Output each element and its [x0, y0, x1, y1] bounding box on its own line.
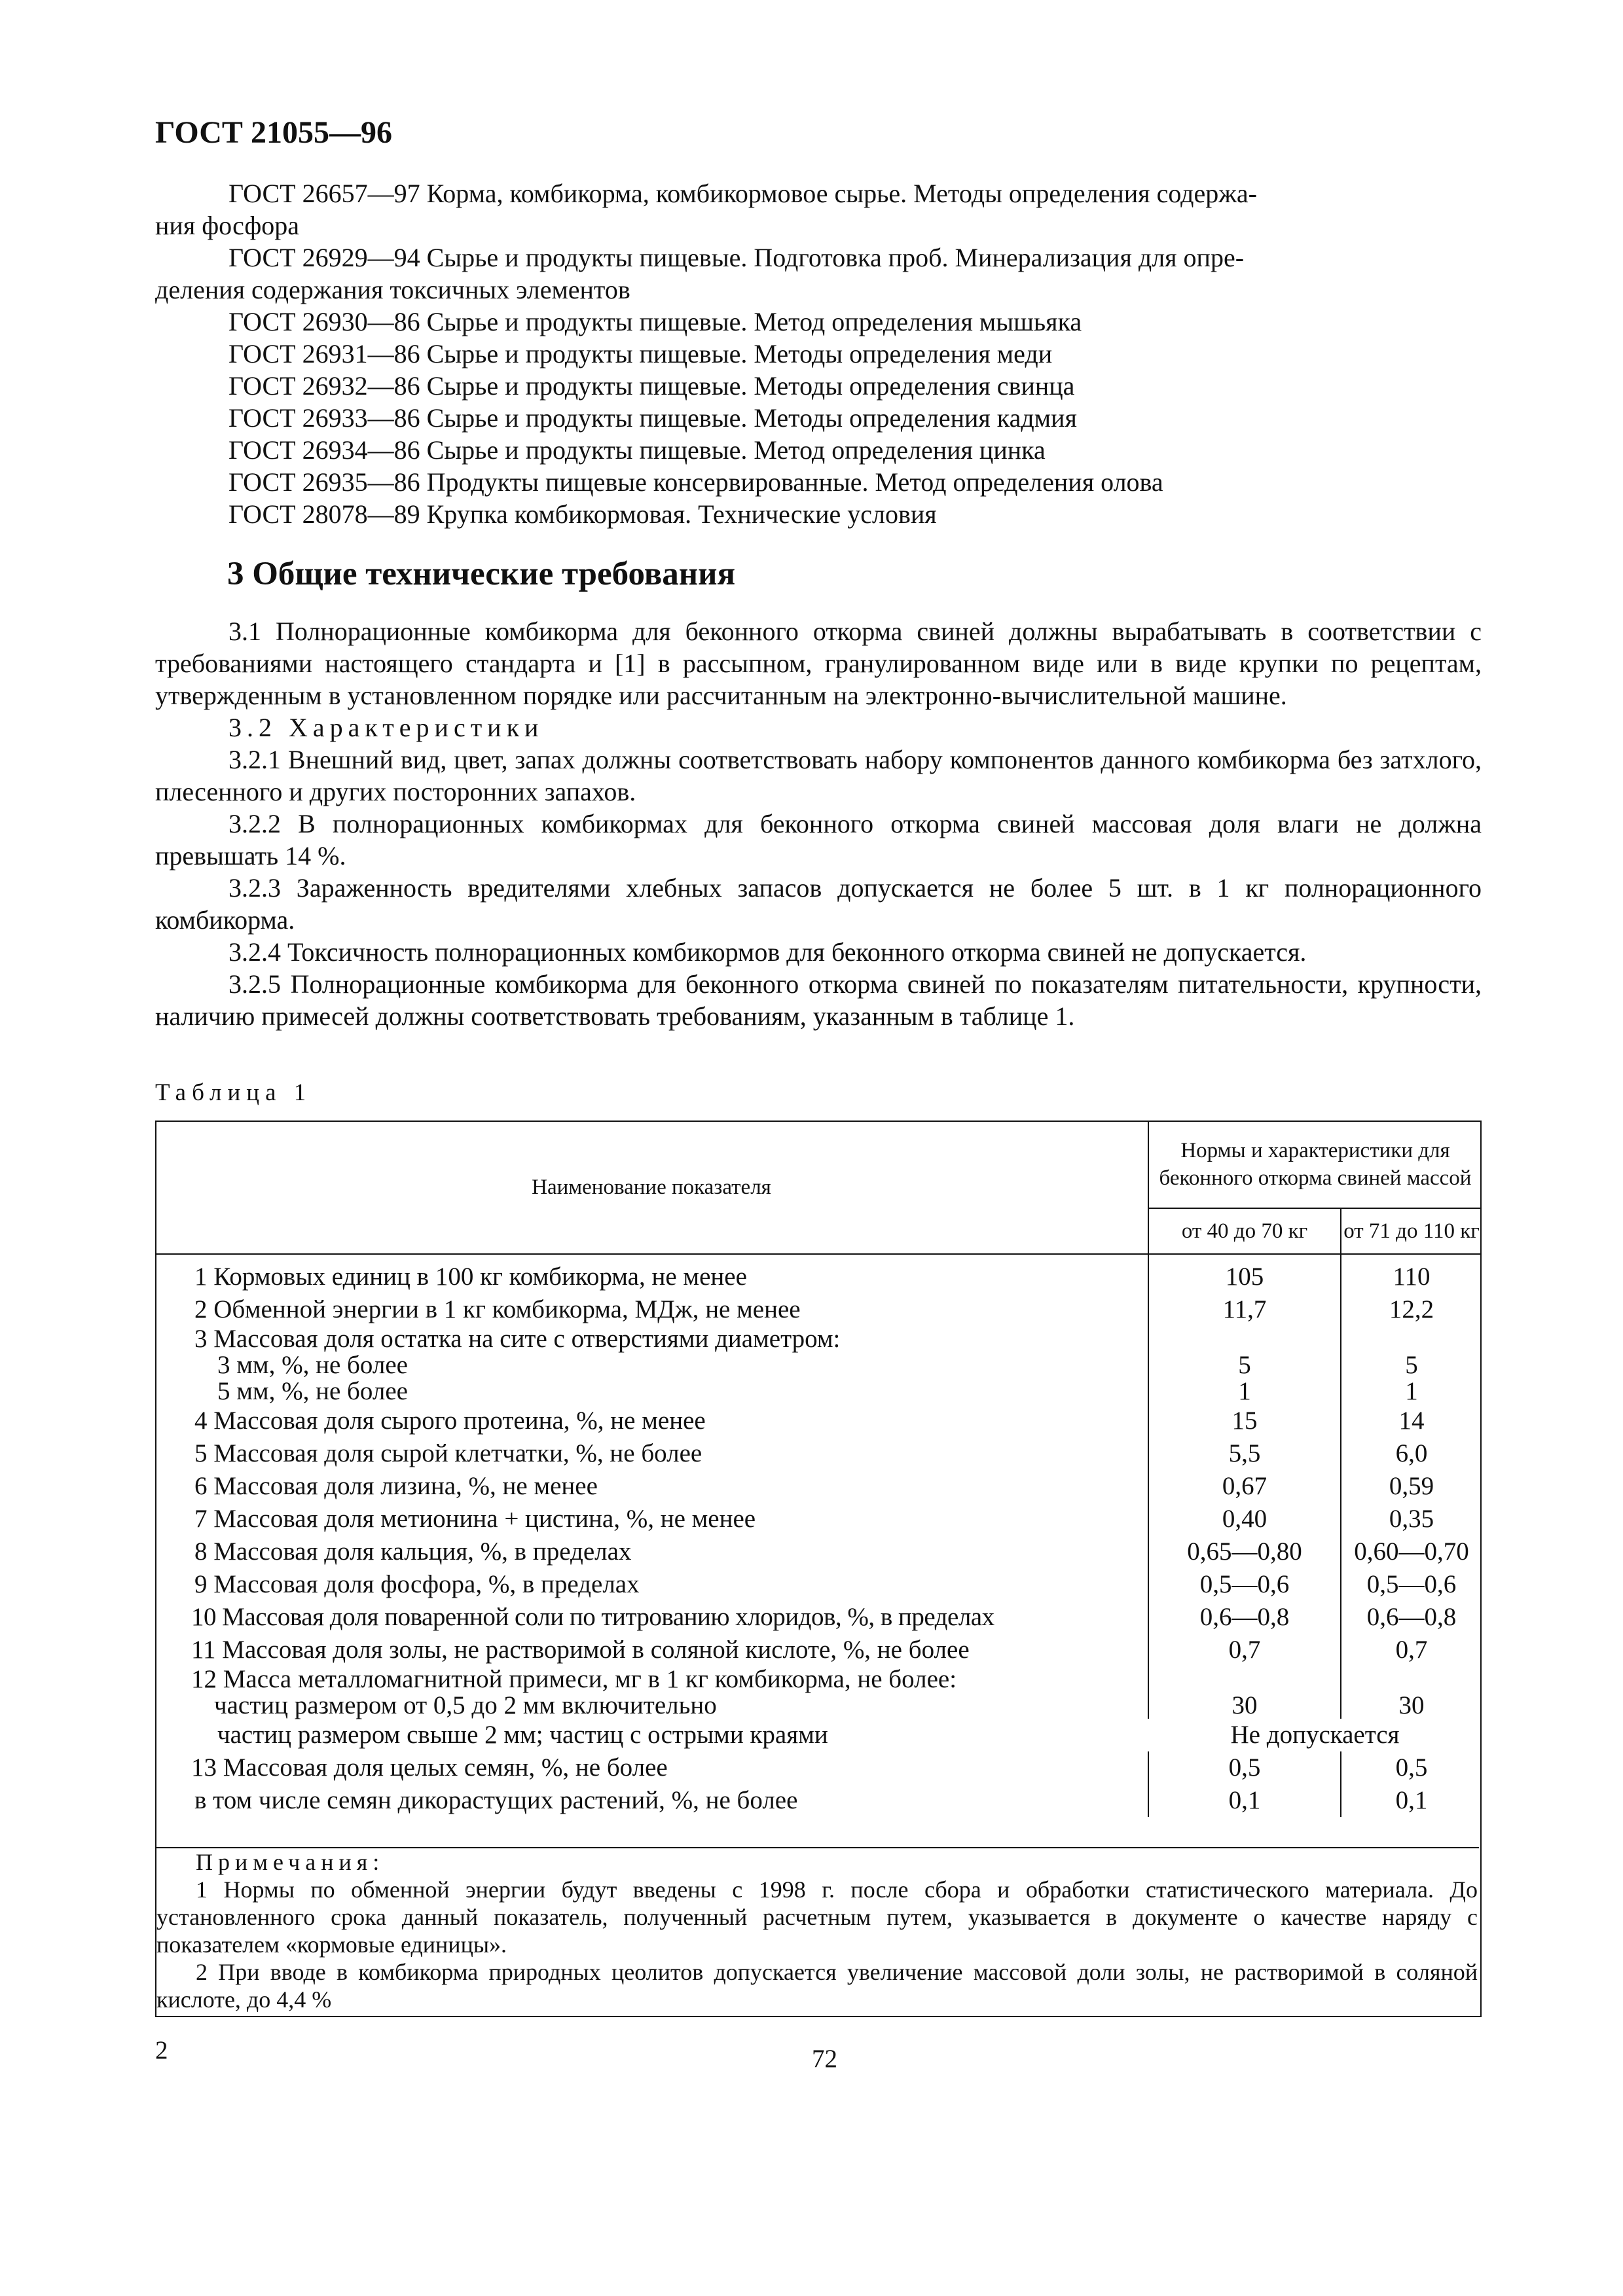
reference-line: ГОСТ 26932—86 Сырье и продукты пищевые. Методы определения свинца: [228, 371, 1075, 401]
row-name: 2 Обменной энергии в 1 кг комбикорма, МДж, не менее: [194, 1295, 801, 1323]
value-40-70: 15: [1148, 1405, 1341, 1437]
row-name: 8 Массовая доля кальция, %, в пределах: [194, 1537, 632, 1566]
paragraph-3-2-3: 3.2.3 Зараженность вредителями хлебных запасов допускается не более 5 шт. в 1 кг полнорационного комбикорма.: [155, 873, 1482, 935]
table-row: [155, 1437, 1482, 1470]
value-40-70: 0,67: [1148, 1470, 1341, 1503]
table-notes: [155, 1847, 1479, 2013]
row-subitem: 3 мм, %, не более: [217, 1351, 408, 1379]
column-header-name: Наименование показателя: [155, 1121, 1148, 1254]
value-71-110: 0,35: [1341, 1503, 1482, 1535]
table-row: [155, 1784, 1482, 1817]
row-subitem: в том числе семян дикорастущих растений, %, не более: [194, 1786, 798, 1814]
value-71-110: 0,59: [1341, 1470, 1482, 1503]
reference-line: ГОСТ 28078—89 Крупка комбикормовая. Технические условия: [228, 499, 937, 529]
value-40-70: 0,1: [1148, 1784, 1341, 1817]
value-71-110: 0,5: [1341, 1751, 1482, 1784]
table-row: [155, 1503, 1482, 1535]
value-71-110: 14: [1341, 1405, 1482, 1437]
paragraph-3-2: 3.2 Характеристики: [228, 713, 544, 742]
value-40-70: 0,7: [1148, 1634, 1341, 1666]
value-40-70: 0,5—0,6: [1148, 1568, 1341, 1601]
table-row: [155, 1568, 1482, 1601]
column-header-40-70: от 40 до 70 кг: [1148, 1208, 1341, 1254]
requirements-table: [155, 1121, 1482, 1817]
value-71-110: 0,7: [1341, 1634, 1482, 1666]
table-row: [155, 1634, 1482, 1666]
row-subitem: частиц размером от 0,5 до 2 мм включительно: [214, 1691, 717, 1719]
paragraph-3-1: 3.1 Полнорационные комбикорма для беконного откорма свиней должны вырабатывать в соответствии с требованиями настоящего стандарта и [1] в рассыпном, гранулированном виде или в виде крупки по рецептам, утвержденным в установленном порядке или рассчитанным на электронно-вычислительной машине.: [155, 617, 1482, 710]
value-71-110: 5: [1405, 1351, 1418, 1379]
value-40-70: 0,6—0,8: [1148, 1601, 1341, 1634]
value-71-110: 12,2: [1341, 1293, 1482, 1326]
row-subitem: 5 мм, %, не более: [217, 1377, 408, 1405]
row-name: 7 Массовая доля метионина + цистина, %, не менее: [194, 1505, 756, 1533]
table-row: [155, 1293, 1482, 1326]
reference-line: ГОСТ 26929—94 Сырье и продукты пищевые. Подготовка проб. Минерализация для опре-: [228, 243, 1245, 272]
row-name: 10 Массовая доля поваренной соли по титрованию хлоридов, %, в пределах: [191, 1603, 994, 1631]
note-2: 2 При вводе в комбикорма природных цеолитов допускается увеличение массовой доли золы, не растворимой в соляной кислоте, до 4,4 %: [156, 1959, 1478, 2013]
paragraph-3-2-1: 3.2.1 Внешний вид, цвет, запах должны соответствовать набору компонентов данного комбикорма без затхлого, плесенного и других посторонних запахов.: [155, 745, 1482, 806]
section-body: [155, 615, 1482, 1032]
table-caption: Таблица 1: [155, 1079, 312, 1106]
value-71-110: 110: [1341, 1261, 1482, 1293]
page-number-center: 72: [812, 2045, 837, 2073]
row-name: 1 Кормовых единиц в 100 кг комбикорма, не менее: [194, 1263, 747, 1291]
reference-line: деления содержания токсичных элементов: [155, 275, 630, 304]
value-40-70: 0,40: [1148, 1503, 1341, 1535]
table-row: [155, 1326, 1482, 1405]
value-40-70: 0,65—0,80: [1148, 1535, 1341, 1568]
merged-value: Не допускается: [1230, 1721, 1400, 1749]
table-row: [155, 1666, 1482, 1719]
value-71-110: 0,1: [1341, 1784, 1482, 1817]
value-40-70: 1: [1238, 1377, 1251, 1405]
column-header-group: Нормы и характеристики для беконного откорма свиней массой: [1148, 1121, 1482, 1208]
value-71-110: 0,60—0,70: [1341, 1535, 1482, 1568]
table-row: [155, 1535, 1482, 1568]
row-name: 13 Массовая доля целых семян, %, не более: [191, 1753, 668, 1782]
value-71-110: 0,5—0,6: [1341, 1568, 1482, 1601]
table-row: [155, 1261, 1482, 1293]
reference-line: ГОСТ 26933—86 Сырье и продукты пищевые. Методы определения кадмия: [228, 403, 1077, 433]
table-row: [155, 1405, 1482, 1437]
value-71-110: 6,0: [1341, 1437, 1482, 1470]
notes-title: Примечания:: [196, 1849, 385, 1875]
value-71-110: 0,6—0,8: [1341, 1601, 1482, 1634]
page-number-left: 2: [155, 2036, 168, 2064]
paragraph-3-2-2: 3.2.2 В полнорационных комбикормах для беконного откорма свиней массовая доля влаги не должна превышать 14 %.: [155, 809, 1482, 870]
value-40-70: 30: [1231, 1691, 1258, 1719]
row-name: 12 Масса металломагнитной примеси, мг в 1 кг комбикорма, не более:: [191, 1665, 957, 1693]
value-40-70: 5,5: [1148, 1437, 1341, 1470]
table-row: [155, 1719, 1482, 1751]
document-header: ГОСТ 21055—96: [155, 115, 392, 150]
row-subitem: частиц размером свыше 2 мм; частиц с острыми краями: [217, 1721, 828, 1749]
paragraph-3-2-5: 3.2.5 Полнорационные комбикорма для беконного откорма свиней по показателям питательности, крупности, наличию примесей должны соответствовать требованиям, указанным в таблице 1.: [155, 969, 1482, 1031]
note-1: 1 Нормы по обменной энергии будут введены с 1998 г. после сбора и обработки статистического материала. До установленного срока данный показатель, полученный расчетным путем, указывается в документе о качестве наряду с показателем «кормовые единицы».: [156, 1876, 1478, 1958]
row-name: 4 Массовая доля сырого протеина, %, не менее: [194, 1407, 706, 1435]
value-71-110: 1: [1405, 1377, 1418, 1405]
reference-line: ГОСТ 26935—86 Продукты пищевые консервированные. Метод определения олова: [228, 467, 1163, 497]
row-name: 5 Массовая доля сырой клетчатки, %, не более: [194, 1439, 702, 1467]
value-40-70: 105: [1148, 1261, 1341, 1293]
value-40-70: 0,5: [1148, 1751, 1341, 1784]
reference-line: ГОСТ 26930—86 Сырье и продукты пищевые. Метод определения мышьяка: [228, 307, 1082, 336]
table-row: [155, 1601, 1482, 1634]
paragraph-3-2-4: 3.2.4 Токсичность полнорационных комбикормов для беконного откорма свиней не допускается.: [228, 937, 1307, 967]
value-40-70: 11,7: [1148, 1293, 1341, 1326]
table-row: [155, 1751, 1482, 1784]
column-header-71-110: от 71 до 110 кг: [1341, 1208, 1482, 1254]
reference-line: ГОСТ 26931—86 Сырье и продукты пищевые. Методы определения меди: [228, 339, 1053, 368]
row-name: 11 Массовая доля золы, не растворимой в соляной кислоте, %, не более: [191, 1636, 970, 1664]
value-40-70: 5: [1238, 1351, 1251, 1379]
row-name: 6 Массовая доля лизина, %, не менее: [194, 1472, 598, 1500]
reference-line: ния фосфора: [155, 211, 300, 240]
row-name: 9 Массовая доля фосфора, %, в пределах: [194, 1570, 640, 1598]
section-title: 3 Общие технические требования: [227, 556, 736, 592]
normative-references: [155, 177, 1482, 530]
table-row: [155, 1470, 1482, 1503]
value-71-110: 30: [1398, 1691, 1425, 1719]
reference-line: ГОСТ 26934—86 Сырье и продукты пищевые. Метод определения цинка: [228, 435, 1046, 465]
row-name: 3 Массовая доля остатка на сите с отверстиями диаметром:: [194, 1325, 841, 1353]
reference-line: ГОСТ 26657—97 Корма, комбикорма, комбикормовое сырье. Методы определения содержа-: [228, 179, 1257, 208]
